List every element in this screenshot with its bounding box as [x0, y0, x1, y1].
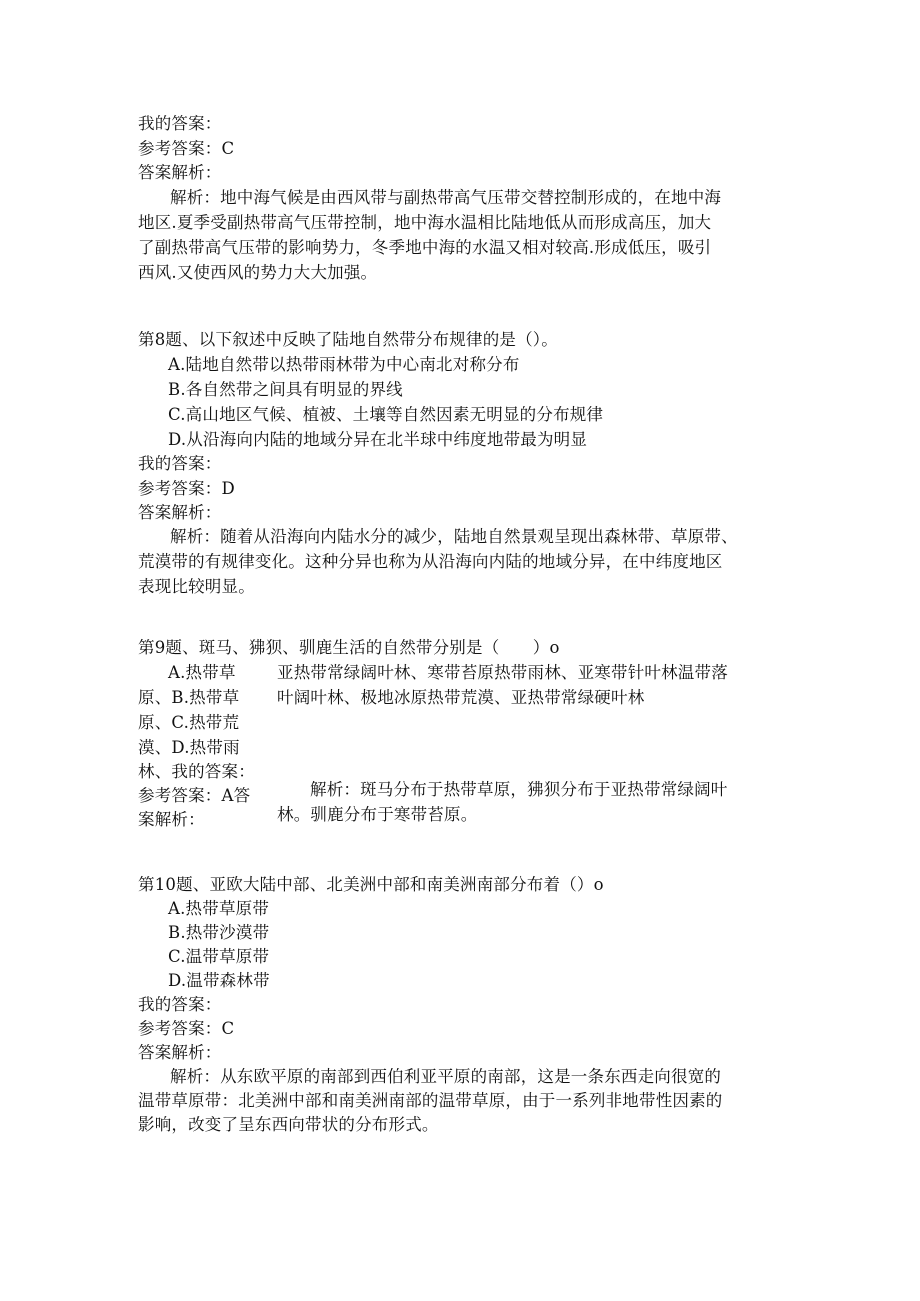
q9-left-cell: A.热带草: [168, 663, 236, 682]
q8-my-answer: 我的答案：: [138, 454, 222, 473]
q10-option-a: A.热带草原带: [168, 899, 270, 918]
q8-question: 第8题、以下叙述中反映了陆地自然带分布规律的是（）。: [138, 330, 558, 349]
q10-analysis-line: 解析：从东欧平原的南部到西伯利亚平原的南部，这是一条东西走向很宽的: [170, 1067, 722, 1086]
q10-question: 第10题、亚欧大陆中部、北美洲中部和南美洲南部分布着（）o: [138, 875, 604, 894]
q10-option-d: D.温带森林带: [168, 971, 270, 990]
q8-analysis-label: 答案解析：: [138, 503, 222, 522]
q9-analysis-line: 解析：斑马分布于热带草原，狒狈分布于亚热带常绿阔叶: [310, 780, 728, 799]
q10-my-answer: 我的答案：: [138, 995, 222, 1014]
q7-analysis-line: 了副热带高气压带的影响势力，冬季地中海的水温又相对较高.形成低压，吸引: [138, 238, 712, 257]
q9-options-line: 亚热带常绿阔叶林、寒带苔原热带雨林、亚寒带针叶林温带落: [277, 663, 728, 682]
q7-reference-answer: 参考答案：C: [138, 139, 235, 158]
q8-analysis-line: 解析：随着从沿海向内陆水分的减少，陆地自然景观呈现出森林带、草原带、: [170, 527, 738, 546]
q8-analysis-line: 表现比较明显。: [138, 577, 255, 596]
q10-analysis-label: 答案解析：: [138, 1043, 222, 1062]
q9-left-cell: 林、我的答案：: [138, 762, 255, 781]
q7-analysis-line: 解析：地中海气候是由西风带与副热带高气压带交替控制形成的，在地中海: [170, 188, 722, 207]
q10-option-c: C.温带草原带: [168, 947, 270, 966]
q8-option-a: A.陆地自然带以热带雨林带为中心南北对称分布: [168, 355, 520, 374]
q10-reference-answer: 参考答案：C: [138, 1019, 235, 1038]
q9-options-line: 叶阔叶林、极地冰原热带荒漠、亚热带常绿硬叶林: [277, 688, 645, 707]
q9-left-cell: 原、B.热带草: [138, 688, 240, 707]
q8-analysis-line: 荒漠带的有规律变化。这种分异也称为从沿海向内陆的地域分异，在中纬度地区: [138, 552, 723, 571]
q10-analysis-line: 温带草原带：北美洲中部和南美洲南部的温带草原，由于一系列非地带性因素的: [138, 1091, 723, 1110]
q9-question: 第9题、斑马、狒狈、驯鹿生活的自然带分别是（ ）o: [138, 638, 560, 657]
q7-analysis-line: 西风.又使西风的势力大大加强。: [138, 263, 378, 282]
q9-analysis-line: 林。驯鹿分布于寒带苔原。: [277, 805, 478, 824]
q10-option-b: B.热带沙漠带: [168, 923, 270, 942]
q7-analysis-line: 地区.夏季受副热带高气压带控制，地中海水温相比陆地低从而形成高压，加大: [138, 213, 712, 232]
q9-left-cell: 案解析：: [138, 810, 205, 829]
q8-option-d: D.从沿海向内陆的地域分异在北半球中纬度地带最为明显: [168, 430, 588, 449]
q8-option-c: C.高山地区气候、植被、土壤等自然因素无明显的分布规律: [168, 405, 604, 424]
q8-option-b: B.各自然带之间具有明显的界线: [168, 380, 403, 399]
q7-my-answer: 我的答案：: [138, 114, 222, 133]
q9-left-cell: 漠、D.热带雨: [138, 738, 240, 757]
q7-analysis-label: 答案解析：: [138, 163, 222, 182]
q10-analysis-line: 影响，改变了呈东西向带状的分布形式。: [138, 1115, 439, 1134]
q9-left-cell: 原、C.热带荒: [138, 713, 240, 732]
q8-reference-answer: 参考答案：D: [138, 479, 235, 498]
q9-left-cell: 参考答案：A答: [138, 786, 251, 805]
